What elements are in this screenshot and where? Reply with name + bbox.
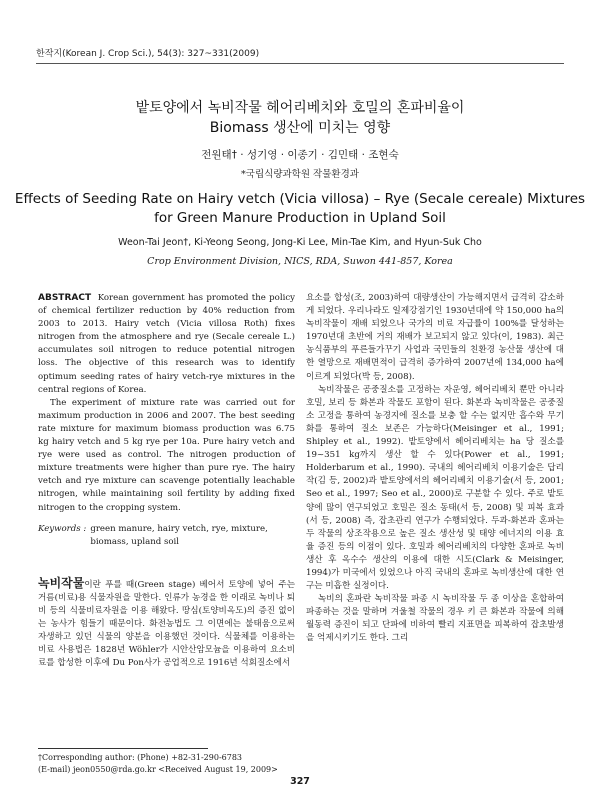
intro-paragraph xyxy=(38,577,295,671)
korean-affiliation: *국립식량과학원 작물환경과 xyxy=(241,169,359,180)
keywords xyxy=(38,523,295,549)
right-paragraph-2: 녹비작물은 공중질소를 고정하는 자운영, 헤어리베치 뿐만 아니라 호밀, 보리 등 화본과 작물도 포함이 된다. 화본과 녹비작물은 공중질소 고정을 통하여 농경지에 질소를 보충 할 수는 없지만 흡수와 무기화를 통하여 질소 보존은 가능하다(Meisinger et al., 1991; Shipley et al., 1992). 밭토양에서 헤어리베치는 ha 당 질소를 19~351 kg까지 생산 할 수 있다(Power et al., 1991; Holderbarum et al., 1990). 국내의 헤어리베치 이용기술은 답리작(김 등, 2002)과 밭토양에서의 헤어리베치 이용기술(서 등, 2001; Seo et al., 1997; Seo et al., 2000)로 구분할 수 있다. 주로 밭토양에 많이 연구되었고 호밀은 질소 동태(서 등, 2008) 및 피복 효과(서 등, 2008) 즉, 잡초관리 연구가 수행되었다. 두과-화본과 혼파는 두 작물의 상조작용으로 높은 질소 생산성 및 태양 에너지의 이용 효율 증진 등의 이점이 있다. 호밀과 헤어리베치의 다양한 혼파로 녹비생산 후 옥수수 생산의 이용에 대한 시도(Clark & Meisinger, 1994)가 미국에서 있었으나 아직 국내의 혼파로 녹비생산에 대한 연구는 미흡한 실정이다. xyxy=(306,384,564,592)
right-paragraph-1: 요소를 합성(조, 2003)하여 대량생산이 가능해지면서 급격히 감소하게 되었다. 우리나라도 일제강점기인 1930년대에 약 150,000 ha의 녹비작물이 재배 되었으나 국가의 비료 자급률이 100%를 달성하는 1970년대 초반에 거의 재배가 보고되지 않고 있다(이, 1983). 최근 농식품부의 푸른들가꾸기 사업과 국민들의 친환경 농산물 생산에 대한 열망으로 재배면적이 급격히 증가하여 2007년에 134,000 ha에 이르게 되었다(박 등, 2008). xyxy=(306,293,564,382)
abstract-text-1: Korean government has promoted the policy of chemical fertilizer reduction by 40% reduction from 2003 to 2013. Hairy vetch (Vicia villosa Roth) fixes nitrogen from the atmosphere and rye (Secale cereale L.) accumulates soil nitrogen to reduce potential nitrogen loss. The objective of this research was to identify optimum seeding rates of hairy vetch-rye mixtures in the central regions of Korea. xyxy=(38,293,295,395)
right-column xyxy=(306,292,564,646)
korean-authors: 전원태† · 성기영 · 이종기 · 김민태 · 조현숙 xyxy=(201,149,399,161)
footnote xyxy=(38,752,278,775)
abstract-paragraph-2: The experiment of mixture rate was carried out for maximum production in 2006 and 2007. The best seeding rate mixture for maximum biomass production was 6.75 kg hairy vetch and 5 kg rye per 10a. Pure hairy vetch and rye were used as control. The nitrogen production of mixture treatments were higher than pure rye. The hairy vetch and rye mixture can scavenge potentially leachable nitrogen, while maintaining soil fertility by adding fixed nitrogen to the cropping system. xyxy=(38,397,295,513)
english-title-line1: Effects of Seeding Rate on Hairy vetch (Vicia villosa) – Rye (Secale cereale) Mixtures xyxy=(14,191,586,207)
abstract-label: ABSTRACT xyxy=(38,293,92,303)
intro-heading: 녹비작물 xyxy=(38,575,85,590)
english-authors: Weon-Tai Jeon†, Ki-Yeong Seong, Jong-Ki Lee, Min-Tae Kim, and Hyun-Suk Cho xyxy=(118,237,482,248)
korean-title-line2: Biomass 생산에 미치는 영향 xyxy=(209,120,391,136)
intro-text: 이란 푸를 때(Green stage) 베어서 토양에 넣어 주는 거름(비료)용 식물자원을 말한다. 인류가 농경을 한 이래로 녹비나 퇴비 등의 식물비료자원을 이용 해왔다. 땅심(토양비옥도)의 증진 없이는 농사가 힘들기 때문이다. 화전농법도 그 이면에는 불태움으로써 자생하고 있던 식물의 양분을 이용했던 것이다. 식물체를 이용하는 비료 사용법은 1828년 Wöhler가 시안산암모늄을 이용하여 요소비료를 합성한 이후에 Du Pon사가 공업적으로 1916년 석회질소에서 xyxy=(38,579,295,669)
footnote-line2: (E-mail) jeon0550@rda.go.kr <Received August 19, 2009> xyxy=(38,764,278,774)
page-number: 327 xyxy=(290,776,310,787)
left-column xyxy=(38,292,295,670)
right-paragraph-3: 녹비의 혼파란 녹비작물 파종 시 녹비작물 두 종 이상을 혼합하여 파종하는 것을 말하며 겨울철 작물의 경우 키 큰 화본과 작물에 의해 월동력 증진이 되고 단파에 비하여 빨리 지표면을 피복하여 잡초발생을 억제시키기도 한다. 그리 xyxy=(306,594,564,644)
english-title-line2: for Green Manure Production in Upland Soil xyxy=(154,210,446,226)
header-rule xyxy=(36,63,564,64)
footnote-line1: †Corresponding author: (Phone) +82-31-290-6783 xyxy=(38,753,243,762)
english-affiliation: Crop Environment Division, NICS, RDA, Suwon 441-857, Korea xyxy=(147,256,453,267)
footnote-rule xyxy=(38,748,208,749)
journal-citation: 한작지(Korean J. Crop Sci.), 54(3): 327~331(2009) xyxy=(36,49,260,59)
abstract-paragraph-1 xyxy=(38,292,295,397)
korean-title-line1: 밭토양에서 녹비작물 헤어리베치와 호밀의 혼파비율이 xyxy=(135,100,465,116)
keywords-label: Keywords : xyxy=(38,523,87,534)
keywords-text: green manure, hairy vetch, rye, mixture, biomass, upland soil xyxy=(90,523,268,547)
